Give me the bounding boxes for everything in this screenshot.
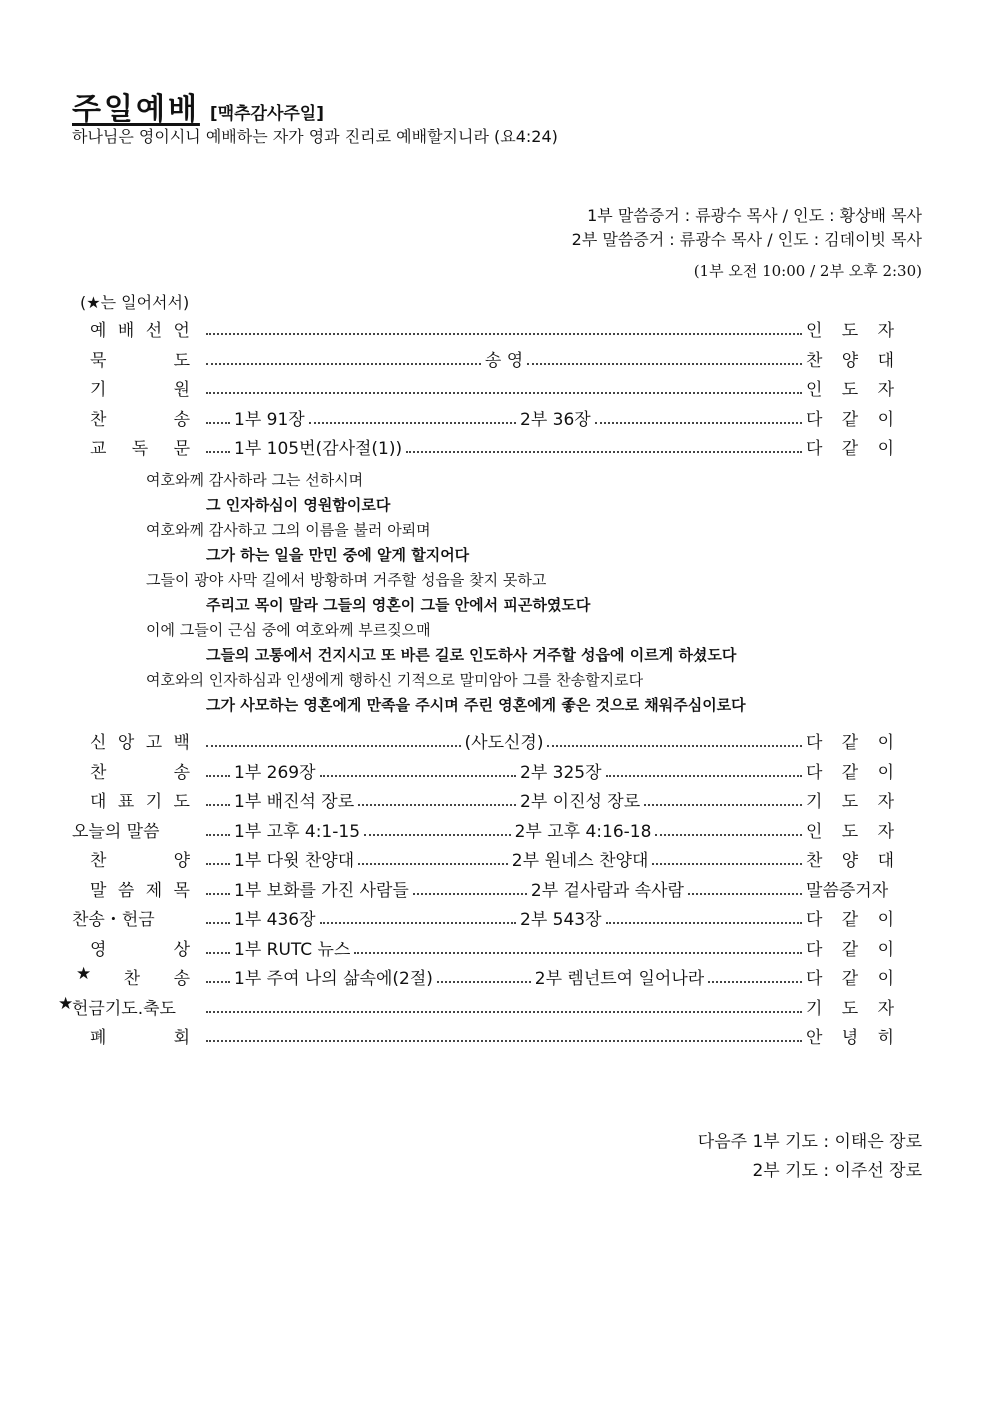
reading-leader-line: 그들이 광야 사막 길에서 방황하며 거주할 성읍을 찾지 못하고 <box>146 571 547 589</box>
order-item-leader <box>806 787 894 812</box>
label-char: 말 <box>90 880 107 901</box>
dot-leader <box>206 728 461 747</box>
first-service-detail: 1부 다윗 찬양대 <box>234 851 355 872</box>
reading-leader-line: 이에 그들이 근심 중에 여호와께 부르짖으매 <box>146 621 431 639</box>
leader-char: 다 <box>806 939 823 960</box>
order-item-leader <box>806 964 894 989</box>
label-char: 백 <box>173 733 190 754</box>
dot-leader <box>655 817 802 836</box>
order-item-leader <box>806 876 894 901</box>
first-service-detail: 1부 보화를 가진 사람들 <box>234 880 409 901</box>
second-service-detail: 2부 원네스 찬양대 <box>511 851 649 872</box>
label-char: 양 <box>173 851 190 872</box>
label-char: 원 <box>173 380 190 401</box>
dot-leader <box>406 434 802 453</box>
label-char: 찬 <box>90 762 107 783</box>
label-char: 송 <box>173 762 190 783</box>
label-char: 회 <box>173 1028 190 1049</box>
order-item-label <box>72 846 202 871</box>
leader-char: 인 <box>806 821 823 842</box>
first-service-detail: 1부 269장 <box>234 762 316 783</box>
dot-leader <box>206 1023 802 1042</box>
order-item-label-chars <box>90 405 190 430</box>
leader-char: 자 <box>877 321 894 342</box>
order-item-label-chars <box>72 905 202 930</box>
dot-leader <box>527 346 802 365</box>
dot-leader <box>309 405 516 424</box>
order-item-label <box>72 375 202 400</box>
theme-verse: 하나님은 영이시니 예배하는 자가 영과 진리로 예배할지니라 (요4:24) <box>72 127 558 146</box>
dot-leader <box>708 964 802 983</box>
order-item-label <box>72 905 202 930</box>
order-item-label <box>72 316 202 341</box>
reading-leader-line: 여호와께 감사하고 그의 이름을 불러 아뢰며 <box>146 521 431 539</box>
leader-char: 말씀증거자 <box>806 880 889 901</box>
order-item-label <box>72 935 202 960</box>
label-char: 찬 <box>90 851 107 872</box>
order-row <box>72 432 894 462</box>
leader-char: 이 <box>877 939 894 960</box>
order-item-leader <box>806 758 894 783</box>
dot-leader <box>644 787 802 806</box>
leader-char: 이 <box>877 439 894 460</box>
order-of-service-top <box>72 314 894 462</box>
dot-leader <box>206 434 230 453</box>
first-service-detail: 1부 436장 <box>234 910 316 931</box>
dot-leader <box>206 405 230 424</box>
leader-char: 이 <box>877 910 894 931</box>
dot-leader <box>206 758 230 777</box>
leader-char: 양 <box>841 851 859 872</box>
leader-char: 대 <box>877 350 894 371</box>
order-row <box>72 874 894 904</box>
reading-response: 그 인자하심이 영원함이로다 <box>206 496 391 514</box>
label-char: 교 <box>90 439 107 460</box>
order-item-label <box>72 817 202 842</box>
leader-char: 자 <box>877 792 894 813</box>
leader-char: 같 <box>841 439 859 460</box>
dot-leader <box>606 905 802 924</box>
second-service-detail: 2부 고후 4:16-18 <box>514 821 652 842</box>
order-item-leader <box>806 817 894 842</box>
order-of-service-bottom <box>58 726 895 1051</box>
order-row <box>72 1021 894 1051</box>
leader-char: 양 <box>841 350 859 371</box>
label-char: 영 <box>90 939 107 960</box>
dot-leader <box>206 905 230 924</box>
dot-leader <box>206 346 481 365</box>
order-item-leader <box>806 346 894 371</box>
leader-char: 자 <box>877 821 895 842</box>
leader-char: 도 <box>841 792 859 813</box>
leader-char: 자 <box>877 380 894 401</box>
order-item-leader <box>806 375 894 400</box>
leader-char: 안 <box>806 1028 823 1049</box>
leader-char: 같 <box>841 969 859 990</box>
first-service-detail: 1부 주여 나의 삶속에(2절) <box>234 969 433 990</box>
order-row <box>72 756 894 786</box>
leader-char: 같 <box>841 762 859 783</box>
label-char: 오늘의 말씀 <box>72 821 160 842</box>
order-item-label-chars <box>90 1023 190 1048</box>
order-item-label-chars <box>90 758 190 783</box>
dot-leader <box>206 316 802 335</box>
leader-char: 다 <box>806 969 823 990</box>
dot-leader <box>206 876 230 895</box>
leader-char: 다 <box>806 733 823 754</box>
leader-char: 기 <box>806 792 823 813</box>
dot-leader <box>413 876 527 895</box>
next-week-prayer-1: 다음주 1부 기도 : 이태은 장로 <box>697 1132 922 1152</box>
second-service-detail: 2부 543장 <box>520 910 602 931</box>
leader-char: 같 <box>841 910 859 931</box>
dot-leader <box>206 994 802 1013</box>
order-item-label <box>72 787 202 812</box>
order-item-label <box>72 434 202 459</box>
order-item-label <box>72 728 202 753</box>
order-item-label-chars <box>58 993 202 1019</box>
next-week-prayer <box>698 1128 922 1186</box>
leader-char: 인 <box>806 321 823 342</box>
leader-char: 대 <box>877 851 895 872</box>
order-row <box>72 373 894 403</box>
label-char: 표 <box>117 792 135 813</box>
dot-leader <box>358 846 508 865</box>
reading-response: 그가 사모하는 영혼에게 만족을 주시며 주린 영혼에게 좋은 것으로 채워주심이로다 <box>206 696 746 714</box>
order-item-leader <box>806 1023 894 1048</box>
credit-line-1: 1부 말씀증거 : 류광수 목사 / 인도 : 황상배 목사 <box>587 206 922 225</box>
order-row <box>72 844 894 874</box>
page-title: 주일예배 <box>72 92 200 127</box>
label-char: 대 <box>90 792 107 813</box>
dot-leader <box>206 846 230 865</box>
second-service-detail: 2부 겉사람과 속사람 <box>530 880 684 901</box>
reading-leader-line: 여호와께 감사하라 그는 선하시며 <box>146 471 364 489</box>
label-char: 송 <box>173 969 190 990</box>
order-row <box>72 903 894 933</box>
second-service-detail: 2부 36장 <box>520 409 591 430</box>
order-item-leader <box>806 728 894 753</box>
order-row <box>72 962 894 992</box>
first-service-detail: 1부 91장 <box>234 409 305 430</box>
label-char: 예 <box>90 321 107 342</box>
standing-star: ★ <box>76 964 92 985</box>
label-char: 씀 <box>117 880 135 901</box>
second-service-detail: 2부 325장 <box>520 762 602 783</box>
label-char: 폐 <box>90 1028 107 1049</box>
label-char: 배 <box>117 321 135 342</box>
second-service-detail: 2부 이진성 장로 <box>520 792 641 813</box>
leader-char: 찬 <box>806 350 823 371</box>
leader-char: 다 <box>806 409 823 430</box>
label-char: 송 <box>173 409 190 430</box>
dot-leader <box>606 758 802 777</box>
dot-leader <box>358 787 516 806</box>
dot-leader <box>206 375 802 394</box>
order-item-label-chars <box>76 964 190 990</box>
leader-char: 같 <box>841 939 859 960</box>
leader-char: 이 <box>877 762 894 783</box>
leader-char: 같 <box>841 733 859 754</box>
order-item-leader <box>806 316 894 341</box>
title-row <box>72 84 324 128</box>
order-item-leader <box>806 905 894 930</box>
leader-char: 녕 <box>841 1028 859 1049</box>
leader-char: 다 <box>806 762 823 783</box>
order-item-label <box>72 1023 202 1048</box>
next-week-prayer-2: 2부 기도 : 이주선 장로 <box>752 1161 922 1181</box>
dot-leader <box>320 758 516 777</box>
order-item-label-chars <box>90 846 190 871</box>
label-char: 독 <box>131 439 149 460</box>
order-row <box>72 785 894 815</box>
order-item-label-chars <box>90 876 190 901</box>
label-char: 문 <box>173 439 190 460</box>
leader-char: 자 <box>877 998 894 1019</box>
order-item-label-chars <box>90 935 190 960</box>
leader-char: 기 <box>806 998 823 1019</box>
credit-line-2: 2부 말씀증거 : 류광수 목사 / 인도 : 김데이빗 목사 <box>571 230 922 249</box>
leader-char: 도 <box>841 998 859 1019</box>
leader-char: 이 <box>877 409 894 430</box>
reading-response: 그가 하는 일을 만민 중에 알게 할지어다 <box>206 546 470 564</box>
label-char: 묵 <box>90 350 107 371</box>
order-row <box>72 726 894 756</box>
dot-leader <box>206 964 230 983</box>
leader-char: 도 <box>841 821 859 842</box>
standing-star: ★ <box>58 993 74 1014</box>
label-char: 찬 <box>123 969 140 990</box>
label-char: 신 <box>90 733 107 754</box>
order-item-detail: (사도신경) <box>464 733 544 754</box>
dot-leader <box>688 876 802 895</box>
label-char: 목 <box>173 880 190 901</box>
order-item-leader <box>806 935 894 960</box>
dot-leader <box>320 905 516 924</box>
order-row <box>72 933 894 963</box>
leader-char: 도 <box>841 321 859 342</box>
label-char: 도 <box>173 792 190 813</box>
label-char: 헌금기도.축도 <box>72 998 176 1019</box>
order-item-label-chars <box>90 728 190 753</box>
label-char: 도 <box>173 350 190 371</box>
order-item-label <box>58 993 202 1019</box>
dot-leader <box>206 935 230 954</box>
leader-char: 히 <box>877 1028 894 1049</box>
leader-char: 도 <box>841 380 859 401</box>
second-service-detail: 2부 렘넌트여 일어나라 <box>534 969 705 990</box>
responsive-reading <box>146 468 906 718</box>
dot-leader <box>206 817 230 836</box>
first-service-detail: 1부 RUTC 뉴스 <box>234 939 351 960</box>
page-subtitle: [맥추감사주일] <box>209 104 324 124</box>
leader-char: 다 <box>806 439 823 460</box>
label-char: 선 <box>145 321 163 342</box>
label-char: 찬송・헌금 <box>72 910 155 931</box>
service-times: (1부 오전 10:00 / 2부 오후 2:30) <box>693 262 922 280</box>
order-item-leader <box>806 434 894 459</box>
order-row <box>58 992 894 1022</box>
leader-char: 이 <box>877 969 895 990</box>
order-item-label <box>72 876 202 901</box>
reading-leader-line: 여호와의 인자하심과 인생에게 행하신 기적으로 말미암아 그를 찬송할지로다 <box>146 671 644 689</box>
dot-leader <box>364 817 511 836</box>
first-service-detail: 1부 고후 4:1-15 <box>234 821 361 842</box>
order-row <box>72 344 894 374</box>
preacher-credits <box>572 204 922 252</box>
order-item-label-chars <box>72 817 202 842</box>
label-char: 제 <box>145 880 163 901</box>
order-item-label-chars <box>90 375 190 400</box>
dot-leader <box>547 728 802 747</box>
order-item-leader <box>806 994 894 1019</box>
label-char: 상 <box>173 939 190 960</box>
order-item-label-chars <box>90 346 190 371</box>
order-item-label <box>72 964 202 989</box>
dot-leader <box>652 846 802 865</box>
label-char: 언 <box>173 321 190 342</box>
leader-char: 같 <box>841 409 859 430</box>
leader-char: 이 <box>877 733 895 754</box>
order-item-detail: 송 영 <box>484 350 524 371</box>
standing-note: (★는 일어서서) <box>80 293 190 312</box>
label-char: 앙 <box>117 733 135 754</box>
order-item-label <box>72 758 202 783</box>
order-item-leader <box>806 405 894 430</box>
label-char: 찬 <box>90 409 107 430</box>
dot-leader <box>595 405 802 424</box>
leader-char: 다 <box>806 910 823 931</box>
label-char: 기 <box>90 380 107 401</box>
first-service-detail: 1부 배진석 장로 <box>234 792 355 813</box>
order-item-label-chars <box>90 434 190 459</box>
label-char: 고 <box>145 733 163 754</box>
reading-response: 그들의 고통에서 건지시고 또 바른 길로 인도하사 거주할 성읍에 이르게 하셨도다 <box>206 646 737 664</box>
leader-char: 찬 <box>806 851 823 872</box>
order-item-leader <box>806 846 894 871</box>
order-item-label-chars <box>90 316 190 341</box>
order-row <box>72 314 894 344</box>
order-item-label-chars <box>90 787 190 812</box>
order-item-label <box>72 405 202 430</box>
order-row <box>72 403 894 433</box>
dot-leader <box>354 935 802 954</box>
label-char: 기 <box>145 792 163 813</box>
dot-leader <box>437 964 531 983</box>
order-row <box>72 815 894 845</box>
order-item-label <box>72 346 202 371</box>
first-service-detail: 1부 105번(감사절(1)) <box>234 439 403 460</box>
leader-char: 인 <box>806 380 823 401</box>
dot-leader <box>206 787 230 806</box>
reading-response: 주리고 목이 말라 그들의 영혼이 그들 안에서 피곤하였도다 <box>206 596 591 614</box>
